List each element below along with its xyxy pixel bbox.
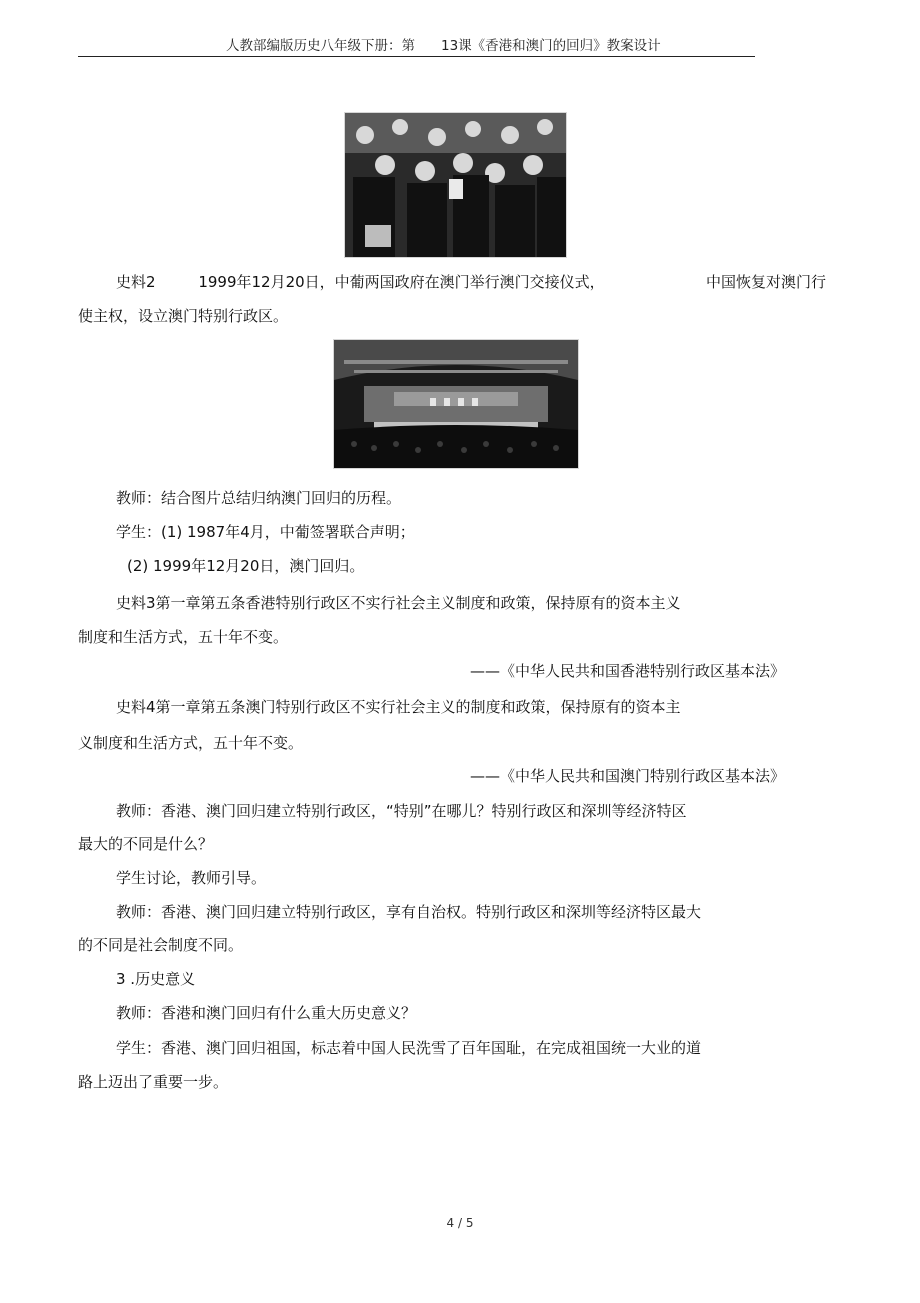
source4-line1: 史料4第一章第五条澳门特别行政区不实行社会主义的制度和政策，保持原有的资本主: [116, 698, 681, 716]
section-heading-3: 3 .历史意义: [116, 970, 196, 988]
handover-ceremony-photo: [333, 339, 579, 469]
source2-text-part2: 中国恢复对澳门行: [706, 273, 827, 291]
source4-line2: 义制度和生活方式，五十年不变。: [78, 734, 304, 752]
signing-photo: [344, 112, 567, 258]
source3-line1: 史料3第一章第五条香港特别行政区不实行社会主义制度和政策，保持原有的资本主义: [116, 594, 681, 612]
handover-photo-graphic: [334, 340, 578, 468]
source3-citation: ——《中华人民共和国香港特别行政区基本法》: [470, 662, 786, 680]
teacher-prompt-3-line2: 的不同是社会制度不同。: [78, 936, 244, 954]
student-answer-3-line2: 路上迈出了重要一步。: [78, 1073, 229, 1091]
signing-photo-graphic: [345, 113, 566, 257]
teacher-prompt-3-line1: 教师：香港、澳门回归建立特别行政区，享有自治权。特别行政区和深圳等经济特区最大: [116, 903, 702, 921]
page-header: [78, 36, 755, 57]
student-answer-1b: (2) 1999年12月20日，澳门回归。: [127, 557, 365, 575]
source2-text-part1: 1999年12月20日，中葡两国政府在澳门举行澳门交接仪式，: [198, 273, 605, 291]
teacher-prompt-1: 教师：结合图片总结归纳澳门回归的历程。: [116, 489, 402, 507]
source2-line1: [116, 272, 827, 292]
student-discussion: 学生讨论，教师引导。: [116, 869, 267, 887]
header-title: [226, 34, 661, 54]
student-answer-3-line1: 学生：香港、澳门回归祖国，标志着中国人民洗雪了百年国耻，在完成祖国统一大业的道: [116, 1039, 702, 1057]
student-answer-1: 学生：(1) 1987年4月，中葡签署联合声明；: [116, 523, 415, 541]
header-title-left: 人教部编版历史八年级下册：第: [226, 38, 415, 54]
source3-line2: 制度和生活方式，五十年不变。: [78, 628, 289, 646]
header-title-right: 13课《香港和澳门的回归》教案设计: [441, 38, 661, 54]
source2-line2: 使主权，设立澳门特别行政区。: [78, 307, 289, 325]
teacher-prompt-2-line2: 最大的不同是什么？: [78, 835, 214, 853]
teacher-prompt-2-line1: 教师：香港、澳门回归建立特别行政区，“特别”在哪儿？特别行政区和深圳等经济特区: [116, 802, 687, 820]
teacher-prompt-4: 教师：香港和澳门回归有什么重大历史意义？: [116, 1004, 417, 1022]
page-number: 4 / 5: [446, 1216, 474, 1230]
source4-citation: ——《中华人民共和国澳门特别行政区基本法》: [470, 767, 786, 785]
source2-label: 史料2: [116, 273, 156, 291]
